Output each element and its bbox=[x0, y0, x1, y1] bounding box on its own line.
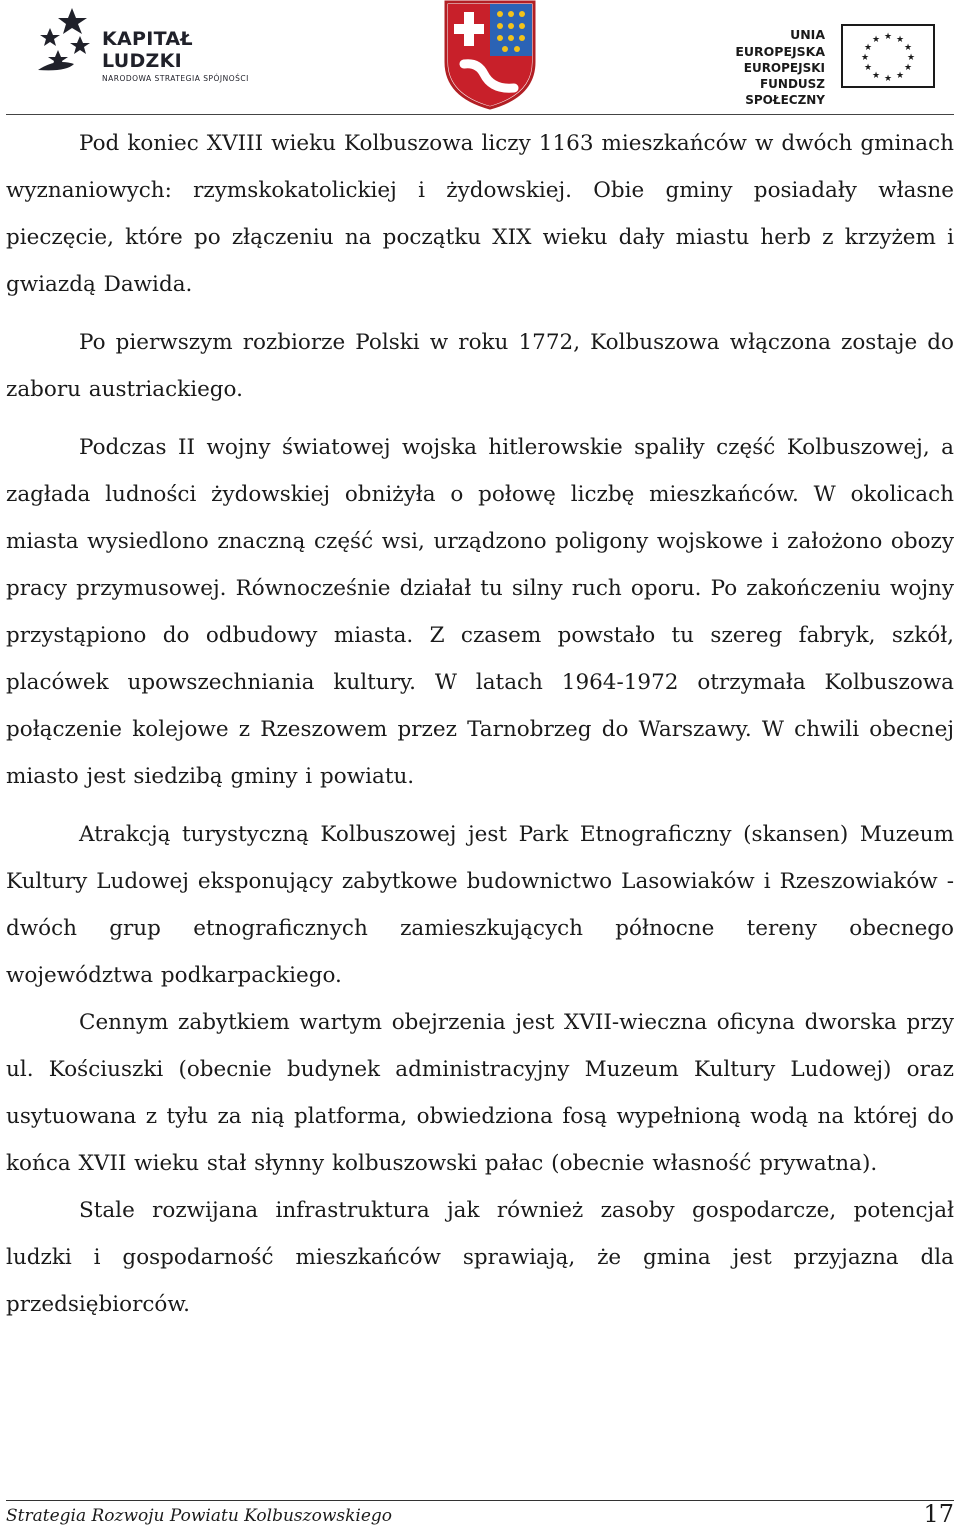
paragraph: Po pierwszym rozbiorze Polski w roku 1772, Kolbuszowa włączona zostaje do zaboru austriackiego. bbox=[6, 330, 954, 402]
footer-divider bbox=[6, 1500, 954, 1501]
eu-logo bbox=[705, 22, 935, 107]
paragraph: Podczas II wojny światowej wojska hitlerowskie spaliły część Kolbuszowej, a zagłada ludności żydowskiej obniżyła o połowę liczbę mieszkańców. W okolicach miasta wysiedlono znaczną część wsi, urządzono poligony wojskowe i założono obozy pracy przymusowej. Równocześnie działał tu silny ruch oporu. Po zakończeniu wojny przystąpiono do odbudowy miasta. Z czasem powstało tu szereg fabryk, szkół, placówek upowszechniania kultury. W latach 1964-1972 otrzymała Kolbuszowa połączenie kolejowe z Rzeszowem przez Tarnobrzeg do Warszawy. W chwili obecnej miasto jest siedzibą gminy i powiatu. bbox=[6, 435, 954, 789]
header-divider bbox=[6, 114, 954, 115]
page-header bbox=[0, 0, 960, 112]
svg-text:★: ★ bbox=[871, 35, 881, 45]
eu-line-1: UNIA EUROPEJSKA bbox=[735, 27, 825, 59]
footer-title: Strategia Rozwoju Powiatu Kolbuszowskiego bbox=[6, 1506, 393, 1526]
svg-text:★: ★ bbox=[883, 74, 893, 84]
paragraph: Cennym zabytkiem wartym obejrzenia jest XVII-wieczna oficyna dworska przy ul. Kościuszki (obecnie budynek administracyjny Muzeum Kultury Ludowej) oraz usytuowana z tyłu za nią platforma, obwiedziona fosą wypełnioną wodą na której do końca XVII wieku stał słynny kolbuszowski pałac (obecnie własność prywatna). bbox=[6, 1010, 954, 1176]
paragraph: Stale rozwijana infrastruktura jak również zasoby gospodarcze, potencjał ludzki i gospodarność mieszkańców sprawiają, że gmina jest przyjazna dla przedsiębiorców. bbox=[6, 1198, 954, 1317]
paragraph: Atrakcją turystyczną Kolbuszowej jest Park Etnograficzny (skansen) Muzeum Kultury Ludowej eksponujący zabytkowe budownictwo Lasowiaków i Rzeszowiaków - dwóch grup etnograficznych zamieszkujących północne tereny obecnego województwa podkarpackiego. bbox=[6, 822, 954, 988]
kapital-ludzki-subtitle: NARODOWA STRATEGIA SPÓJNOŚCI bbox=[102, 74, 249, 83]
svg-text:★: ★ bbox=[863, 43, 873, 53]
svg-text:★: ★ bbox=[871, 71, 881, 81]
svg-text:★: ★ bbox=[903, 63, 913, 73]
eu-flag-icon bbox=[841, 24, 935, 88]
svg-text:★: ★ bbox=[860, 53, 870, 63]
svg-text:★: ★ bbox=[863, 63, 873, 73]
svg-text:★: ★ bbox=[883, 32, 893, 42]
kapital-ludzki-stars-icon bbox=[36, 6, 98, 76]
document-body bbox=[6, 120, 954, 1328]
svg-text:★: ★ bbox=[903, 43, 913, 53]
paragraph: Pod koniec XVIII wieku Kolbuszowa liczy 1163 mieszkańców w dwóch gminach wyznaniowych: rzymskokatolickiej i żydowskiej. Obie gminy posiadały własne pieczęcie, które po złączeniu na początku XIX wieku dały miastu herb z krzyżem i gwiazdą Dawida. bbox=[6, 131, 954, 297]
eu-line-2: EUROPEJSKI bbox=[743, 61, 825, 75]
eu-line-3: FUNDUSZ SPOŁECZNY bbox=[745, 77, 825, 107]
svg-text:★: ★ bbox=[906, 53, 916, 63]
kapital-ludzki-title: KAPITAŁ LUDZKI bbox=[102, 28, 193, 72]
coat-of-arms-icon bbox=[444, 0, 536, 110]
svg-text:★: ★ bbox=[895, 35, 905, 45]
kapital-ludzki-logo bbox=[36, 6, 266, 83]
page-number: 17 bbox=[923, 1500, 954, 1528]
svg-text:★: ★ bbox=[895, 71, 905, 81]
